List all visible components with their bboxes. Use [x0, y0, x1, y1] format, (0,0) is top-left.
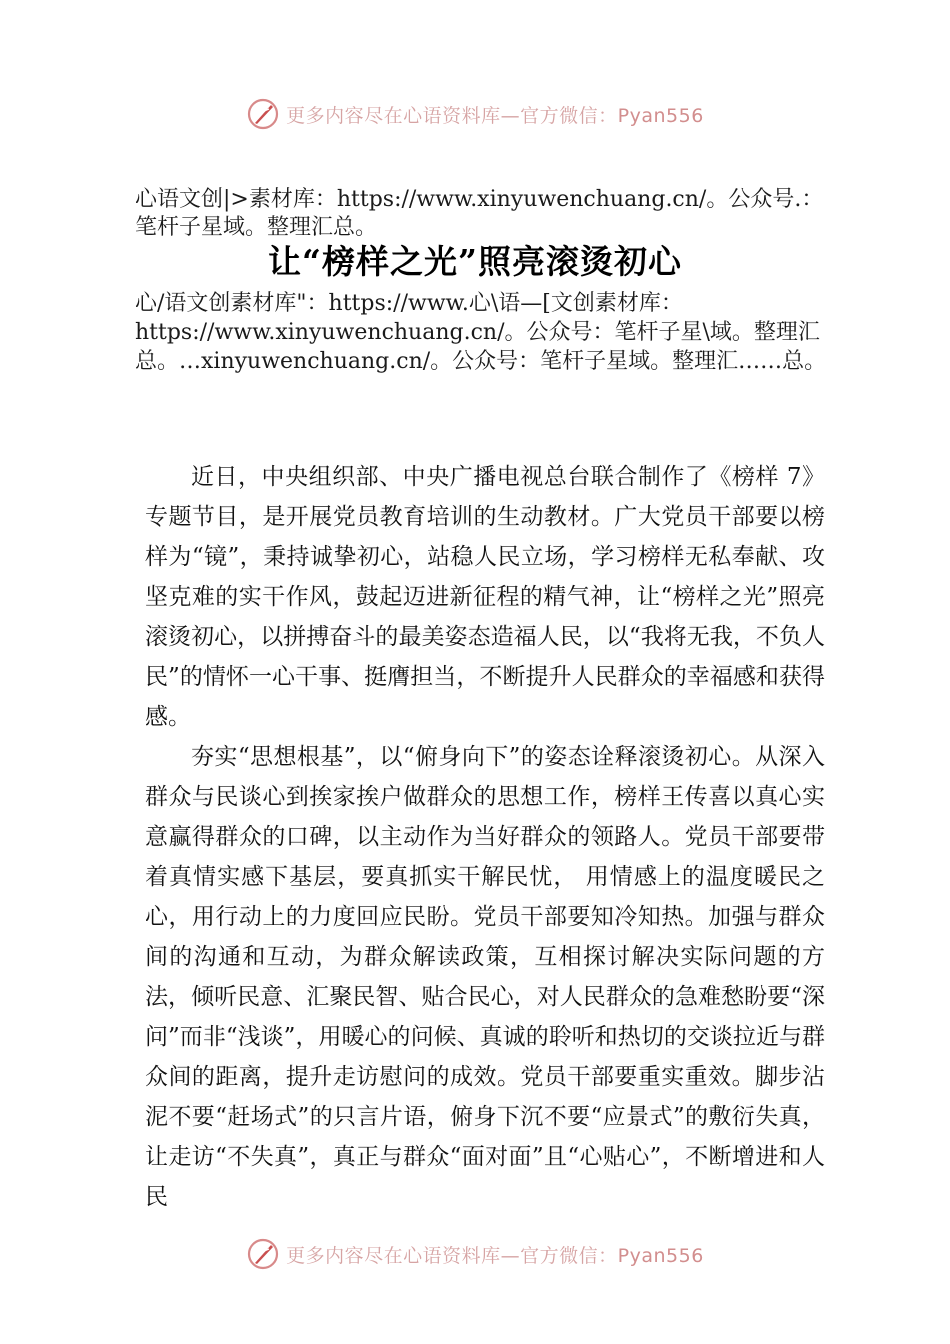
body-paragraph: 夯实“思想根基”，以“俯身向下”的姿态诠释滚烫初心。从深入群众与民谈心到挨家挨户做群众的思想工作，榜样王传喜以真心实意赢得群众的口碑，以主动作为当好群众的领路人。党员干部要带着真情实感下基层，要真抓实干解民忧， 用情感上的温度暖民之心，用行动上的力度回应民盼。党员干部要知冷知热。加强与群众间的沟通和互动，为群众解读政策，互相探讨解决实际问题的方法，倾听民意、汇聚民智、贴合民心，对人民群众的急难愁盼要“深问”而非“浅谈”，用暖心的问候、真诚的聆听和热切的交谈拉近与群众间的距离，提升走访慰问的成效。党员干部要重实重效。脚步沾泥不要“赶场式”的只言片语，俯身下沉不要“应景式”的敷衍失真，让走访“不失真”，真正与群众“面对面”且“心贴心”，不断增进和人民: [145, 744, 825, 1210]
banner-label: 更多内容尽在心语资料库—官方微信：: [286, 1244, 618, 1267]
banner-text: [286, 1241, 704, 1268]
document-body: [145, 457, 825, 1217]
top-banner: [0, 94, 950, 134]
source-subnote: 心/语文创素材库"：https://www.心\语—[文创素材库：https://www.xinyuwenchuang.cn/。公众号：笔杆子星\域。整理汇总。…xinyuwenchuang.cn/。公众号：笔杆子星域。整理汇……总。: [135, 291, 827, 374]
quill-logo-icon: [246, 1237, 280, 1271]
quill-logo-icon: [246, 97, 280, 131]
document-title: 让“榜样之光”照亮滚烫初心: [268, 242, 682, 281]
banner-label: 更多内容尽在心语资料库—官方微信：: [286, 104, 618, 127]
banner-wechat-id: Pyan556: [617, 104, 704, 127]
bottom-banner: [0, 1234, 950, 1274]
banner-wechat-id: Pyan556: [617, 1244, 704, 1267]
body-paragraph: 近日，中央组织部、中央广播电视总台联合制作了《榜样 7》专题节目，是开展党员教育培训的生动教材。广大党员干部要以榜样为“镜”，秉持诚挚初心，站稳人民立场，学习榜样无私奉献、攻坚克难的实干作风，鼓起迈进新征程的精气神，让“榜样之光”照亮滚烫初心，以拼搏奋斗的最美姿态造福人民，以“我将无我，不负人民”的情怀一心干事、挺膺担当，不断提升人民群众的幸福感和获得感。: [145, 464, 825, 730]
banner-text: [286, 101, 704, 128]
source-note: 心语文创|>素材库：https://www.xinyuwenchuang.cn/。公众号.：笔杆子星域。整理汇总。: [135, 187, 824, 240]
